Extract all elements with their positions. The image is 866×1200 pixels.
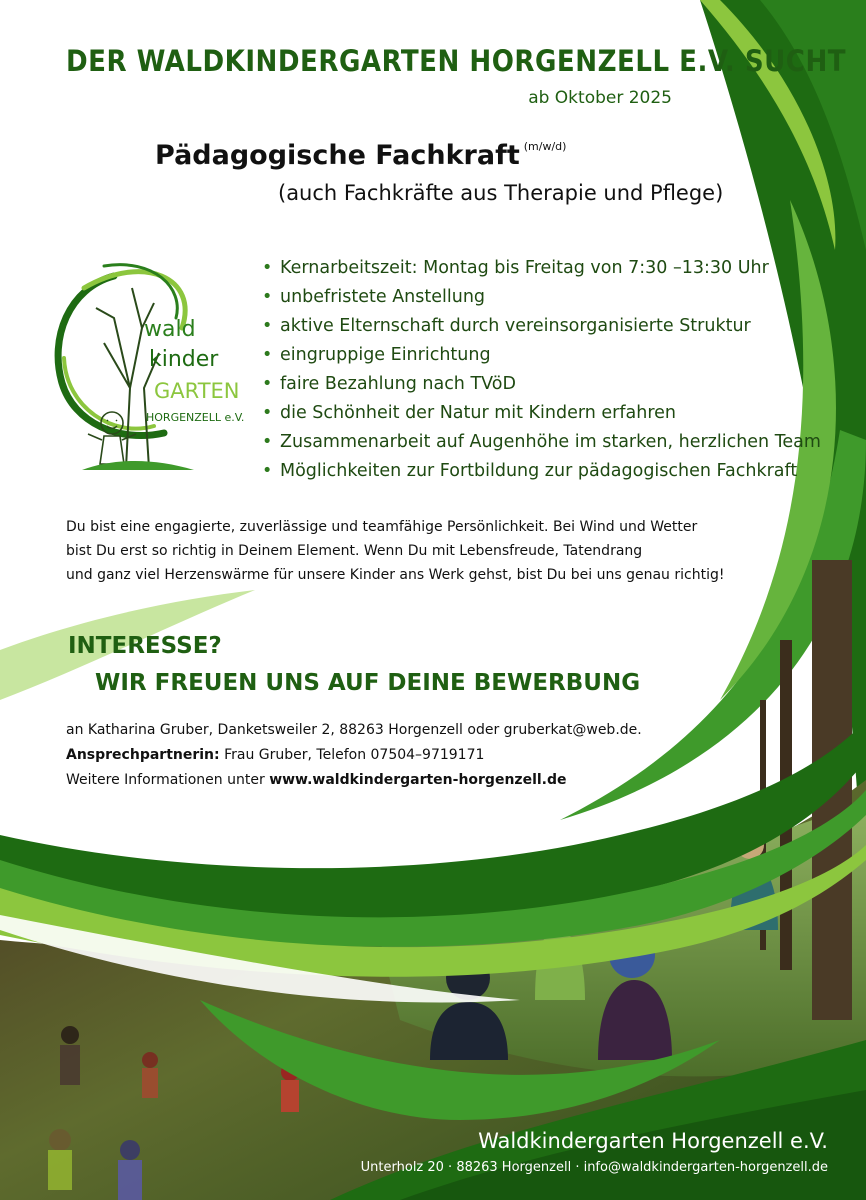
headline: DER WALDKINDERGARTEN HORGENZELL E.V. SUCHT	[66, 44, 847, 78]
list-item	[262, 399, 821, 428]
list-item	[262, 370, 821, 399]
bullet-icon: •	[262, 461, 273, 481]
benefit-text: Kernarbeitszeit: Montag bis Freitag von 7:30 –13:30 Uhr	[280, 258, 769, 278]
benefit-text: eingruppige Einrichtung	[280, 345, 491, 365]
job-subtitle: (auch Fachkräfte aus Therapie und Pflege)	[278, 181, 724, 205]
list-item	[262, 341, 821, 370]
job-title-text: Pädagogische Fachkraft	[155, 140, 520, 171]
logo-word-garten: GARTEN	[154, 379, 240, 403]
contact-person	[66, 743, 642, 768]
logo-word-wald: wald	[144, 317, 196, 342]
list-item	[262, 457, 821, 486]
contact-web-label: Weitere Informationen unter	[66, 772, 265, 788]
job-title	[155, 140, 566, 171]
job-title-suffix: (m/w/d)	[523, 140, 567, 153]
bullet-icon: •	[262, 403, 273, 423]
intro-paragraph	[66, 515, 725, 587]
footer-address: Unterholz 20 · 88263 Horgenzell · info@waldkindergarten-horgenzell.de	[360, 1160, 828, 1175]
application-heading: WIR FREUEN UNS AUF DEINE BEWERBUNG	[95, 670, 641, 696]
intro-line: bist Du erst so richtig in Deinem Element. Wenn Du mit Lebensfreude, Tatendrang	[66, 543, 643, 559]
logo-word-horgenzell: HORGENZELL e.V.	[146, 411, 244, 424]
benefit-text: unbefristete Anstellung	[280, 287, 486, 307]
waldkindergarten-logo	[44, 258, 244, 480]
benefit-text: aktive Elternschaft durch vereinsorganisierte Struktur	[280, 316, 751, 336]
benefit-text: Zusammenarbeit auf Augenhöhe im starken, herzlichen Team	[280, 432, 821, 452]
benefit-text: die Schönheit der Natur mit Kindern erfahren	[280, 403, 677, 423]
intro-line: Du bist eine engagierte, zuverlässige und teamfähige Persönlichkeit. Bei Wind und Wetter	[66, 519, 698, 535]
bullet-icon: •	[262, 374, 273, 394]
intro-line: und ganz viel Herzenswärme für unsere Kinder ans Werk gehst, bist Du bei uns genau richtig!	[66, 567, 725, 583]
contact-person-value: Frau Gruber, Telefon 07504–9719171	[224, 747, 485, 763]
bullet-icon: •	[262, 258, 273, 278]
footer-organization: Waldkindergarten Horgenzell e.V.	[478, 1129, 828, 1153]
contact-block	[66, 718, 642, 793]
bullet-icon: •	[262, 345, 273, 365]
list-item	[262, 428, 821, 457]
benefits-list	[262, 254, 821, 486]
website-link[interactable]: www.waldkindergarten-horgenzell.de	[269, 772, 567, 788]
bullet-icon: •	[262, 432, 273, 452]
interest-heading: INTERESSE?	[68, 633, 222, 659]
contact-web	[66, 768, 642, 793]
start-date: ab Oktober 2025	[528, 88, 672, 108]
contact-person-label: Ansprechpartnerin:	[66, 747, 220, 763]
benefit-text: faire Bezahlung nach TVöD	[280, 374, 516, 394]
list-item	[262, 312, 821, 341]
benefit-text: Möglichkeiten zur Fortbildung zur pädagogischen Fachkraft	[280, 461, 798, 481]
contact-address: an Katharina Gruber, Danketsweiler 2, 88263 Horgenzell oder gruberkat@web.de.	[66, 722, 642, 738]
bullet-icon: •	[262, 316, 273, 336]
list-item	[262, 254, 821, 283]
bullet-icon: •	[262, 287, 273, 307]
logo-word-kinder: kinder	[149, 347, 219, 372]
list-item	[262, 283, 821, 312]
